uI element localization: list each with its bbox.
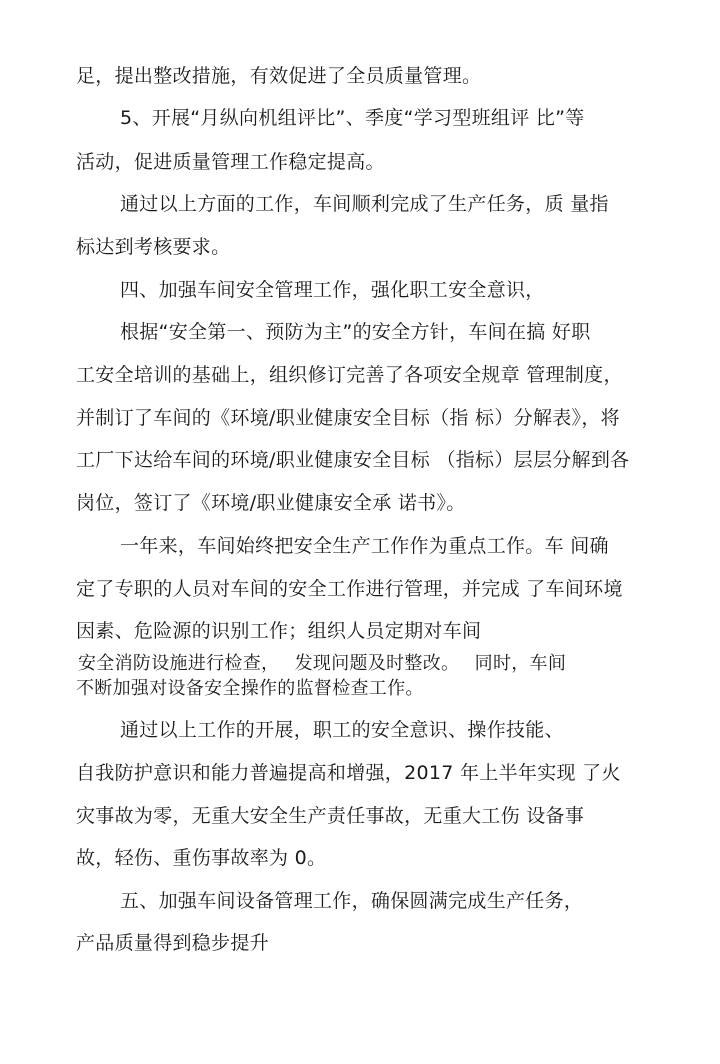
text-line-15: 安全消防设施进行检查， 发现问题及时整改。 同时，车间 [78,653,567,674]
text-line-8: 工安全培训的基础上，组织修订完善了各项安全规章 管理制度， [76,364,623,386]
text-line-17: 通过以上工作的开展，职工的安全意识、操作技能、 [120,719,564,741]
text-line-14: 因素、危险源的识别工作；组织人员定期对车间 [76,620,482,642]
text-line-5: 标达到考核要求。 [76,236,231,258]
text-line-7: 根据“安全第一、预防为主”的安全方针，车间在搞 好职 [120,321,591,343]
text-line-12: 一年来，车间始终把安全生产工作作为重点工作。车 间确 [120,535,609,557]
text-line-11: 岗位，签订了《环境/职业健康安全承 诺书》。 [76,492,466,514]
text-line-3: 活动，促进质量管理工作稳定提高。 [76,151,385,173]
text-line-18: 自我防护意识和能力普遍提高和增强，2017 年上半年实现 了火 [76,762,621,784]
text-line-4: 通过以上方面的工作，车间顺利完成了生产任务，质 量指 [120,193,609,215]
text-line-13: 定了专职的人员对车间的安全工作进行管理，并完成 了车间环境 [76,578,623,600]
text-line-19: 灾事故为零，无重大安全生产责任事故，无重大工伤 设备事 [76,805,585,827]
text-line-2: 5、开展“月纵向机组评比”、季度“学习型班组评 比”等 [120,107,585,129]
text-line-21: 五、加强车间设备管理工作，确保圆满完成生产任务， [120,890,584,912]
text-line-9: 并制订了车间的《环境/职业健康安全目标（指 标）分解表》，将 [76,407,620,429]
text-line-16: 不断加强对设备安全操作的监督检查工作。 [76,678,424,699]
text-line-6: 四、加强车间安全管理工作，强化职工安全意识， [120,279,545,301]
text-line-22: 产品质量得到稳步提升 [76,932,270,954]
text-line-20: 故，轻伤、重伤事故率为 0。 [76,847,327,869]
text-line-1: 足，提出整改措施，有效促进了全员质量管理。 [76,65,482,87]
text-line-10: 工厂下达给车间的环境/职业健康安全目标 （指标）层层分解到各 [76,449,630,471]
